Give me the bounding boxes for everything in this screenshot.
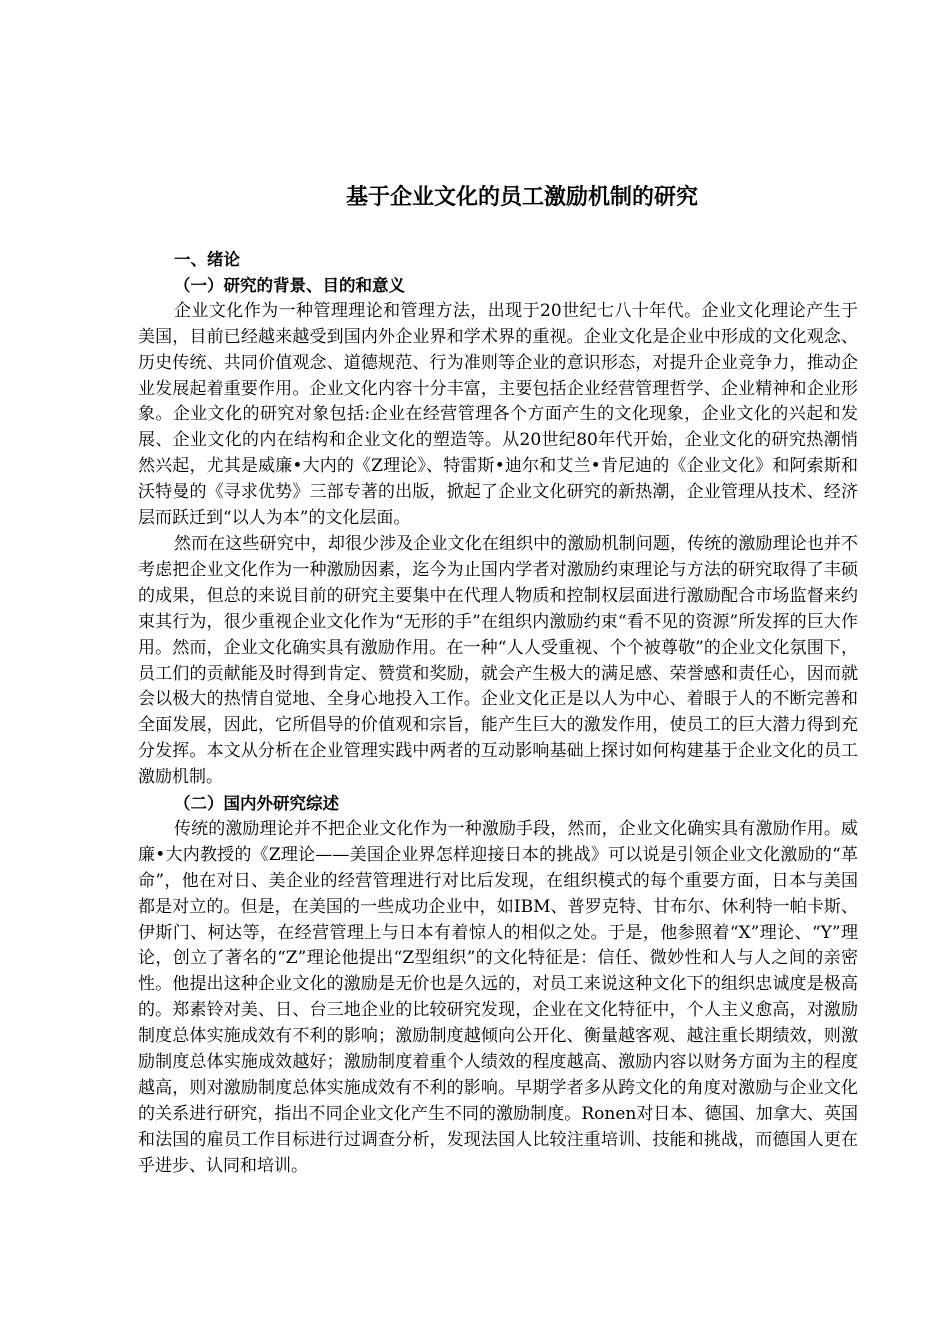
document-body (138, 247, 858, 1180)
subsection-heading-background: （一）研究的背景、目的和意义 (174, 275, 405, 295)
section-heading-introduction: 一、绪论 (174, 250, 240, 269)
document-title: 基于企业文化的员工激励机制的研究 (345, 185, 698, 210)
paragraph: 企业文化作为一种管理理论和管理方法，出现于20世纪七八十年代。企业文化理论产生于美国，目前已经越来越受到国内外企业界和学术界的重视。企业文化是企业中形成的文化观念、历史传统、共同价值观念、道德规范、行为准则等企业的意识形态，对提升企业竞争力，推动企业发展起着重要作用。企业文化内容十分丰富，主要包括企业经营管理哲学、企业精神和企业形象。企业文化的研究对象包括:企业在经营管理各个方面产生的文化现象，企业文化的兴起和发展、企业文化的内在结构和企业文化的塑造等。从20世纪80年代开始，企业文化的研究热潮悄然兴起，尤其是威廉•大内的《Z理论》、特雷斯•迪尔和艾兰•肯尼迪的《企业文化》和阿索斯和沃特曼的《寻求优势》三部专著的出版，掀起了企业文化研究的新热潮，企业管理从技术、经济层而跃迁到“以人为本”的文化层面。 (138, 300, 858, 529)
subsection-heading-literature-review: （二）国内外研究综述 (174, 794, 339, 814)
paragraph: 传统的激励理论并不把企业文化作为一种激励手段，然而，企业文化确实具有激励作用。威廉•大内教授的《Z理论——美国企业界怎样迎接日本的挑战》可以说是引领企业文化激励的“革命”，他在对日、美企业的经营管理进行对比后发现，在组织模式的每个重要方面，日本与美国都是对立的。但是，在美国的一些成功企业中，如IBM、普罗克特、甘布尔、休利特一帕卡斯、伊斯门、柯达等，在经营管理上与日本有着惊人的相似之处。于是，他参照着“X”理论、“Y”理论，创立了著名的“Z”理论他提出“Z型组织”的文化特征是：信任、微妙性和人与人之间的亲密性。他提出这种企业文化的激励是无价也是久远的，对员工来说这种文化下的组织忠诚度是极高的。郑素铃对美、日、台三地企业的比较研究发现，企业在文化特征中，个人主义愈高，对激励制度总体实施成效有不利的影响；激励制度越倾向公开化、衡量越客观、越注重长期绩效，则激励制度总体实施成效越好；激励制度着重个人绩效的程度越高、激励内容以财务方面为主的程度越高，则对激励制度总体实施成效有不利的影响。早期学者多从跨文化的角度对激励与企业文化的关系进行研究，指出不同企业文化产生不同的激励制度。Ronen对日本、德国、加拿大、英国和法国的雇员工作目标进行过调查分析，发现法国人比较注重培训、技能和挑战，而德国人更在乎进步、认同和培训。 (138, 818, 858, 1176)
paragraph: 然而在这些研究中，却很少涉及企业文化在组织中的激励机制问题，传统的激励理论也并不考虑把企业文化作为一种激励因素，迄今为止国内学者对激励约束理论与方法的研究取得了丰硕的成果，但总的来说目前的研究主要集中在代理人物质和控制权层面进行激励配合市场监督来约束其行为，很少重视企业文化作为“无形的手”在组织内激励约束“看不见的资源”所发挥的巨大作用。然而，企业文化确实具有激励作用。在一种“人人受重视、个个被尊敬”的企业文化氛围下，员工们的贡献能及时得到肯定、赞赏和奖励，就会产生极大的满足感、荣誉感和责任心，因而就会以极大的热情自觉地、全身心地投入工作。企业文化正是以人为中心、着眼于人的不断完善和全面发展，因此，它所倡导的价值观和宗旨，能产生巨大的激发作用，使员工的巨大潜力得到充分发挥。本文从分析在企业管理实践中两者的互动影响基础上探讨如何构建基于企业文化的员工激励机制。 (138, 533, 858, 788)
